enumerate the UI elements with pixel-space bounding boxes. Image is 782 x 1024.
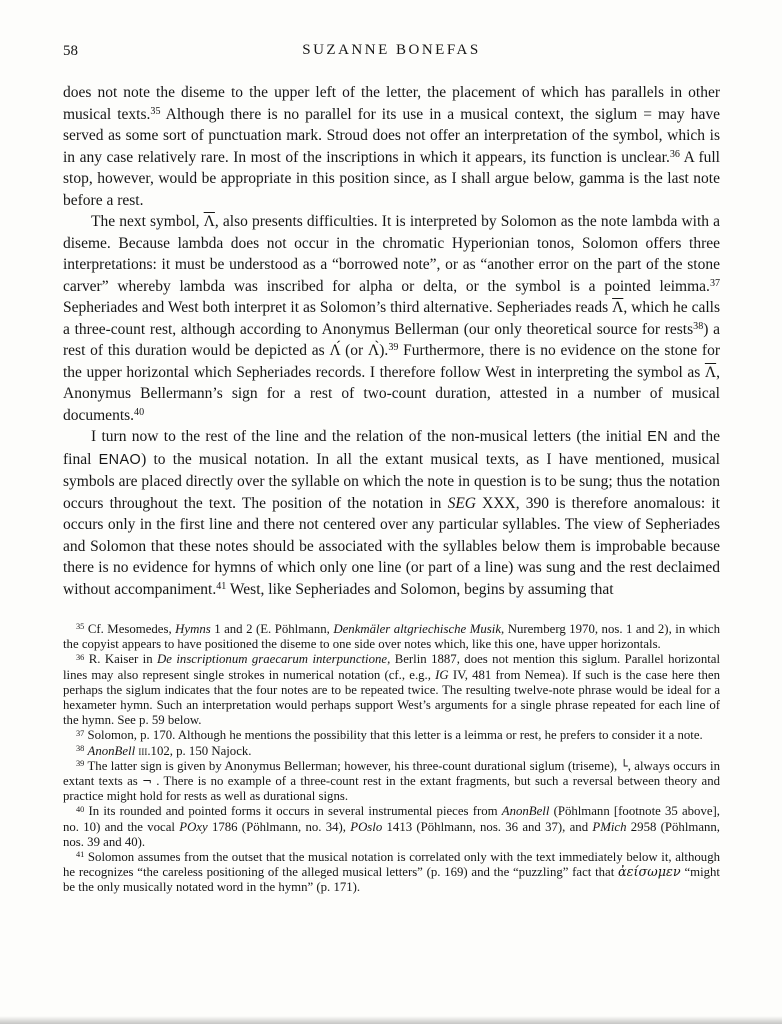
text-run: The next symbol, <box>91 213 204 230</box>
superscript-number: 37 <box>709 277 720 289</box>
text-run: AnonBell <box>501 804 550 819</box>
footnote <box>63 744 720 759</box>
text-run: $\overline{\Lambda}$ <box>704 363 717 381</box>
text-run: does not note the diseme to the upper left of the letter, the placement of which has parallels in other musical texts. <box>63 84 720 123</box>
footnote <box>63 759 720 805</box>
text-run: The latter sign is given by Anonymus Bellerman; however, his three-count durational siglum (triseme), <box>84 758 621 773</box>
superscript-number: 38 <box>76 743 85 753</box>
text-run: IV, 481 from Nemea). If such is the case here then perhaps the siglum indicates that the four notes are to be repeated twice. The resulting twelve-note phrase would be ideal for a hexameter hymn. Such an interpretation would perhaps support West’s arguments for a single phrase repeated for each line of the hymn. See p. 59 below. <box>63 667 720 728</box>
paragraph <box>63 211 720 426</box>
text-run: ) a rest of this duration would be depicted as <box>63 320 720 359</box>
superscript-number: 35 <box>76 622 85 632</box>
text-run: ENAO <box>98 451 142 468</box>
superscript-number: 39 <box>388 342 399 354</box>
text-run: “might be the only musically notated word in the hymn” (p. 171). <box>63 865 720 895</box>
text-run: 2958 (Pöhlmann, nos. 39 and 40). <box>63 819 720 849</box>
text-run: Although there is no parallel for its use in a musical context, the siglum = may have served as some sort of punctuation mark. Stroud does not offer an interpretation of the symbol, which is in any case relatively rare. In most of the inscriptions in which it appears, its function is unclear. <box>63 105 720 166</box>
text-run: 1413 (Pöhlmann, nos. 36 and 37), and <box>382 819 593 834</box>
text-run: I turn now to the rest of the line and the relation of the non-musical letters (the initial <box>91 428 648 445</box>
text-run: $\overline{\Lambda}$ <box>612 299 624 316</box>
footnote <box>63 804 720 850</box>
text-run: PMich <box>592 819 627 834</box>
footnote <box>63 728 720 743</box>
text-run: A full stop, however, would be appropriate in this position since, as I shall argue below, gamma is the last note before a rest. <box>63 148 720 209</box>
text-run: R. Kaiser in <box>84 652 158 667</box>
paragraph <box>63 426 720 600</box>
text-run: , always occurs in extant texts as <box>63 758 720 789</box>
text-run: Λ̀ <box>368 342 380 359</box>
text-run: $\overline{\Lambda}$ <box>203 213 215 230</box>
text-run: , also presents difficulties. It is interpreted by Solomon as the note lambda with a diseme. Because lambda does not occur in the chromatic Hyperionian tonos, Solomon offers three interpretations: it must be understood as a “borrowed note”, or as “another error on the part of the stone carver” whereby lambda was inscribed for alpha or delta, or the symbol is a pointed leimma. <box>63 213 720 295</box>
text-run: 1 and 2 (E. Pöhlmann, <box>210 622 334 636</box>
page-number: 58 <box>63 43 78 59</box>
superscript-number: 40 <box>76 804 85 814</box>
superscript-number: 39 <box>76 759 85 769</box>
text-run: Cf. Mesomedes, <box>84 622 176 636</box>
text-run: and the final <box>63 428 720 468</box>
musical-siglum: ¬ <box>142 774 152 789</box>
footnote <box>63 652 720 728</box>
text-run: ἀείσωμεν <box>618 865 681 881</box>
paragraph <box>63 82 720 211</box>
text-run: 1786 (Pöhlmann, no. 34), <box>207 819 351 834</box>
footnote <box>63 622 720 652</box>
superscript-number: 41 <box>76 850 85 860</box>
footnotes <box>63 622 720 896</box>
text-run: Furthermore, there is no evidence on the stone for the upper horizontal which Sepheriades records. I therefore follow West in interpreting the symbol as <box>63 342 720 381</box>
text-run: EN <box>647 429 669 445</box>
text-run: (Pöhlmann [footnote 35 above], no. 10) and the vocal <box>63 804 720 834</box>
text-run: Λ́ <box>329 342 341 359</box>
footnote <box>63 850 720 896</box>
text-run: De inscriptionum graecarum interpunctione <box>157 652 388 667</box>
text-run: , Berlin 1887, does not mention this siglum. Parallel horizontal lines may also represent single strokes in numerical notation (cf., e.g., <box>63 652 721 682</box>
page-header <box>63 42 720 64</box>
text-run: iii <box>138 743 148 758</box>
text-run: Solomon, p. 170. Although he mentions the possibility that this letter is a leimma or rest, he prefers to consider it a note. <box>84 728 703 743</box>
text-run: ) to the musical notation. In all the extant musical texts, as I have mentioned, musical symbols are placed directly over the syllable on which the note in question is to be sung; thus the notation occurs throughout the text. The position of the notation in <box>63 450 720 512</box>
text-run: ). <box>379 342 389 359</box>
musical-siglum: └ <box>620 758 628 773</box>
superscript-number: 36 <box>76 652 85 662</box>
superscript-number: 41 <box>216 580 227 592</box>
text-run: AnonBell <box>87 743 136 758</box>
text-run: . There is no example of a three-count rest in the extant fragments, but such a reversal between theory and practice might hold for rests as well as durational signs. <box>63 774 720 804</box>
body-text <box>63 82 720 600</box>
text-run: SEG <box>447 494 476 512</box>
text-run: .102, p. 150 Najock. <box>147 743 252 758</box>
superscript-number: 36 <box>669 148 680 160</box>
text-run: IG <box>435 667 449 682</box>
superscript-number: 37 <box>76 728 85 738</box>
text-run: Solomon assumes from the outset that the musical notation is correlated only with the text immediately below it, although he recognizes “the careless positioning of the alleged musical letters” (p. 169) and the “puzzling” fact that <box>63 850 720 880</box>
text-run: Hymns <box>175 622 211 636</box>
text-run: POslo <box>350 819 383 834</box>
text-run: Denkmäler altgriechische Musik <box>333 622 502 636</box>
superscript-number: 40 <box>134 406 145 418</box>
text-run: POxy <box>179 819 208 834</box>
superscript-number: 38 <box>693 320 704 332</box>
text-run: (or <box>340 342 369 359</box>
text-run: , Anonymus Bellermann’s sign for a rest of two-count duration, attested in a number of musical documents. <box>63 363 720 424</box>
text-run: Sepheriades and West both interpret it as Solomon’s third alternative. Sepheriades reads <box>63 299 613 316</box>
text-run: West, like Sepheriades and Solomon, begins by assuming that <box>226 580 614 598</box>
running-head: SUZANNE BONEFAS <box>302 42 481 58</box>
text-run: , Nuremberg 1970, nos. 1 and 2), in which the copyist appears to have positioned the diseme to one side over notes which, like this one, have upper horizontals. <box>63 622 721 652</box>
text-run: , which he calls a three-count rest, although according to Anonymus Bellerman (our only theoretical source for rests <box>63 299 720 338</box>
text-run: XXX, 390 is therefore anomalous: it occurs only in the first line and there not centered over any particular syllables. The view of Sepheriades and Solomon that these notes should be associated with the syllables below them is improbable because there is no evidence for hymns of which only one line (or part of a line) was sung and the rest declaimed without accompaniment. <box>63 494 720 598</box>
superscript-number: 35 <box>150 105 161 117</box>
text-run: In its rounded and pointed forms it occurs in several instrumental pieces from <box>84 804 502 819</box>
